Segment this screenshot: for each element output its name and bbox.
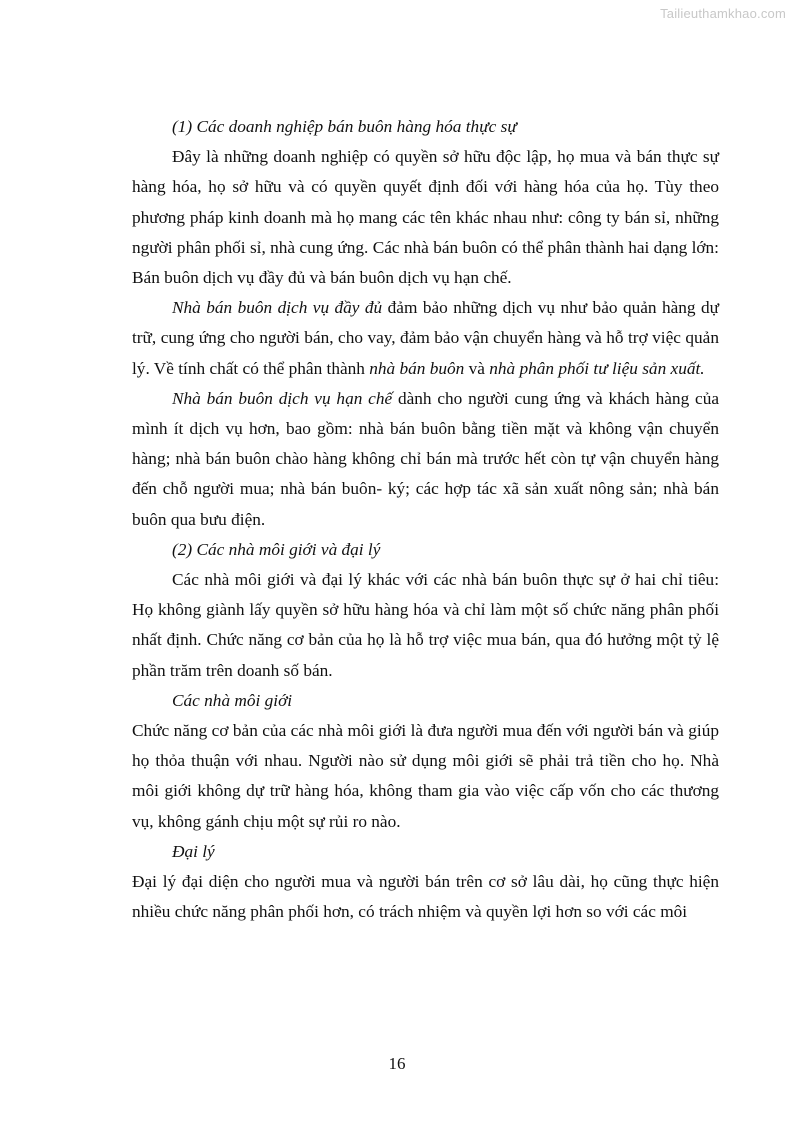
paragraph-full-service xyxy=(132,293,719,384)
term-wholesaler: nhà bán buôn xyxy=(369,358,465,378)
page-number: 16 xyxy=(388,1054,406,1073)
section-heading-brokers-agents: (2) Các nhà môi giới và đại lý xyxy=(172,539,381,559)
term-full-service: Nhà bán buôn dịch vụ đầy đủ xyxy=(172,298,383,318)
watermark-text: Tailieuthamkhao.com xyxy=(660,6,786,21)
document-body xyxy=(132,112,719,927)
paragraph-full-service-text: đảm bảo những dịch vụ như bảo quản hàng dự trữ, cung ứng cho người bán, cho vay, đảm bảo vận chuyển hàng và hỗ trợ việc quản lý. Về tính chất có thể phân thành xyxy=(132,298,719,378)
paragraph-limited-service-text: dành cho người cung ứng và khách hàng của mình ít dịch vụ hơn, bao gồm: nhà bán buôn bằng tiền mặt và không vận chuyển hàng; nhà bán buôn chào hàng không chỉ bán mà trước hết còn tự vận chuyển hàng đến chỗ người mua; nhà bán buôn- ký; các hợp tác xã sản xuất nông sản; nhà bán buôn qua bưu điện. xyxy=(132,388,719,529)
paragraph-agents: Đại lý đại diện cho người mua và người bán trên cơ sở lâu dài, họ cũng thực hiện nhiều chức năng phân phối hơn, có trách nhiệm và quyền lợi hơn so với các môi xyxy=(132,872,719,922)
term-industrial-distributor: nhà phân phối tư liệu sản xuất. xyxy=(489,358,705,378)
term-limited-service: Nhà bán buôn dịch vụ hạn chế xyxy=(172,388,393,408)
paragraph-wholesale-intro: Đây là những doanh nghiệp có quyền sở hữu độc lập, họ mua và bán thực sự hàng hóa, họ sở hữu và có quyền quyết định đối với hàng hóa của họ. Tùy theo phương pháp kinh doanh mà họ mang các tên khác nhau như: công ty bán sỉ, những người phân phối sỉ, nhà cung ứng. Các nhà bán buôn có thể phân thành hai dạng lớn: Bán buôn dịch vụ đầy đủ và bán buôn dịch vụ hạn chế. xyxy=(132,147,719,288)
paragraph-brokers: Chức năng cơ bản của các nhà môi giới là đưa người mua đến với người bán và giúp họ thỏa thuận với nhau. Người nào sử dụng môi giới sẽ phải trả tiền cho họ. Nhà môi giới không dự trữ hàng hóa, không tham gia vào việc cấp vốn cho các thương vụ, không gánh chịu một sự rủi ro nào. xyxy=(132,721,719,831)
section-heading-wholesale: (1) Các doanh nghiệp bán buôn hàng hóa thực sự xyxy=(172,117,517,136)
section-heading-brokers: Các nhà môi giới xyxy=(172,690,293,710)
conjunction-and: và xyxy=(464,358,490,378)
section-heading-agents: Đại lý xyxy=(172,841,215,861)
paragraph-brokers-agents: Các nhà môi giới và đại lý khác với các nhà bán buôn thực sự ở hai chỉ tiêu: Họ không giành lấy quyền sở hữu hàng hóa và chỉ làm một số chức năng phân phối nhất định. Chức năng cơ bản của họ là hỗ trợ việc mua bán, qua đó hưởng một tỷ lệ phần trăm trên doanh số bán. xyxy=(132,570,719,680)
paragraph-limited-service xyxy=(132,384,719,535)
